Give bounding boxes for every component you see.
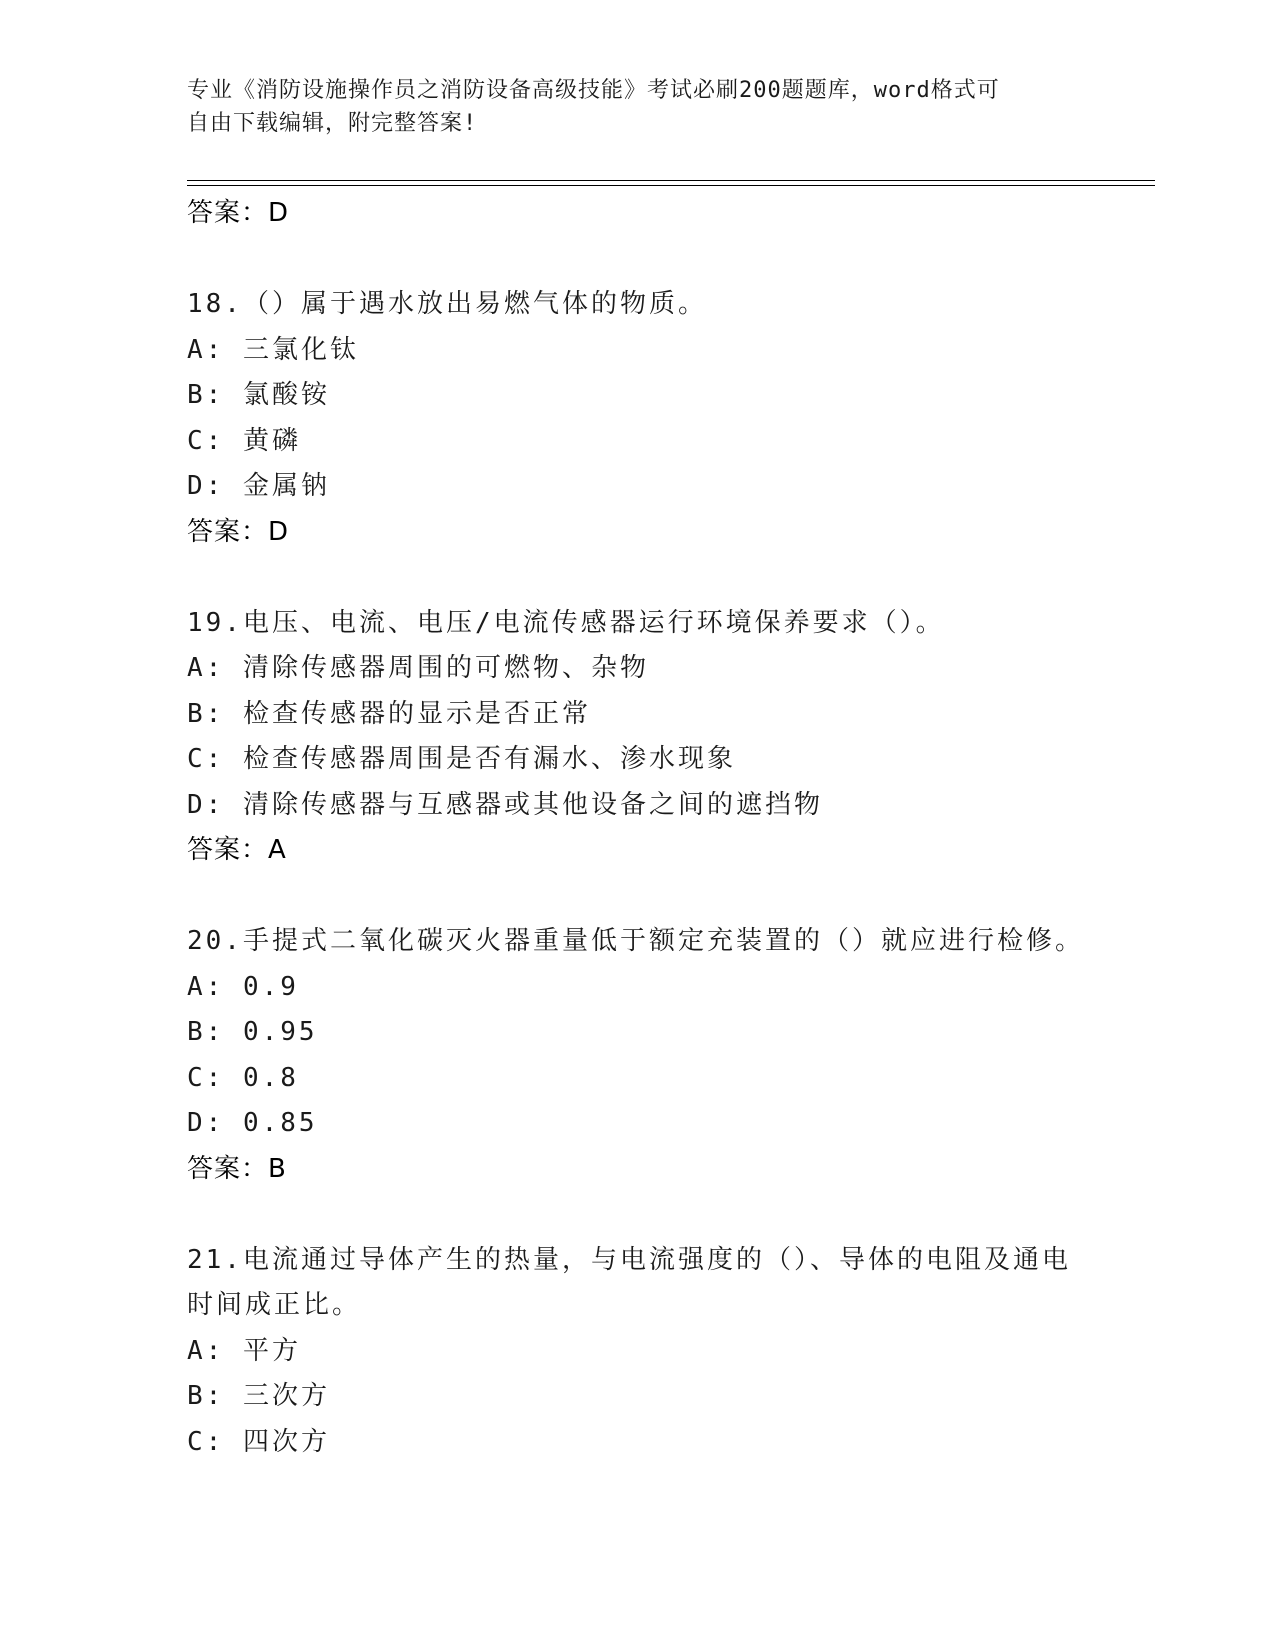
option-a: A: 平方 — [187, 1335, 301, 1366]
option-a: A: 清除传感器周围的可燃物、杂物 — [187, 653, 649, 683]
option-a: A: 三氯化钛 — [187, 334, 359, 365]
option-b: B: 三次方 — [187, 1381, 330, 1411]
answer-line: 答案：D — [187, 198, 290, 228]
answer-line: 答案：A — [187, 835, 287, 865]
question-text: 19.电压、电流、电压/电流传感器运行环境保养要求（）。 — [187, 607, 945, 638]
question-text-line-1: 21.电流通过导体产生的热量，与电流强度的（）、导体的电阻及通电 — [187, 1244, 1071, 1275]
spacer — [187, 555, 1087, 601]
question-text: 18.（）属于遇水放出易燃气体的物质。 — [187, 289, 707, 319]
question-20 — [187, 919, 1087, 1192]
option-b: B: 检查传感器的显示是否正常 — [187, 698, 591, 729]
option-d: D: 金属钠 — [187, 471, 330, 501]
header-line-1: 专业《消防设施操作员之消防设备高级技能》考试必刷200题题库，word格式可 — [187, 78, 1000, 103]
option-d: D: 0.85 — [187, 1108, 318, 1138]
spacer — [187, 874, 1087, 920]
document-header — [187, 74, 1087, 140]
spacer — [187, 1192, 1087, 1238]
header-divider-top — [187, 180, 1155, 181]
question-18 — [187, 282, 1087, 555]
question-21 — [187, 1238, 1087, 1466]
question-list — [187, 191, 1087, 1465]
option-c: C: 四次方 — [187, 1426, 330, 1457]
header-divider-bottom — [187, 185, 1155, 186]
answer-line: 答案：D — [187, 516, 290, 547]
answer-line: 答案：B — [187, 1153, 287, 1184]
header-line-2: 自由下载编辑，附完整答案! — [187, 111, 478, 136]
question-text: 20.手提式二氧化碳灭火器重量低于额定充装置的（）就应进行检修。 — [187, 926, 1084, 956]
option-c: C: 检查传感器周围是否有漏水、渗水现象 — [187, 744, 736, 774]
question-text-line-2: 时间成正比。 — [187, 1290, 362, 1320]
option-b: B: 氯酸铵 — [187, 380, 330, 410]
option-b: B: 0.95 — [187, 1017, 318, 1047]
option-d: D: 清除传感器与互感器或其他设备之间的遮挡物 — [187, 789, 823, 820]
option-c: C: 黄磷 — [187, 425, 301, 456]
question-19 — [187, 601, 1087, 874]
option-a: A: 0.9 — [187, 971, 299, 1002]
option-c: C: 0.8 — [187, 1062, 299, 1093]
spacer — [187, 237, 1087, 283]
